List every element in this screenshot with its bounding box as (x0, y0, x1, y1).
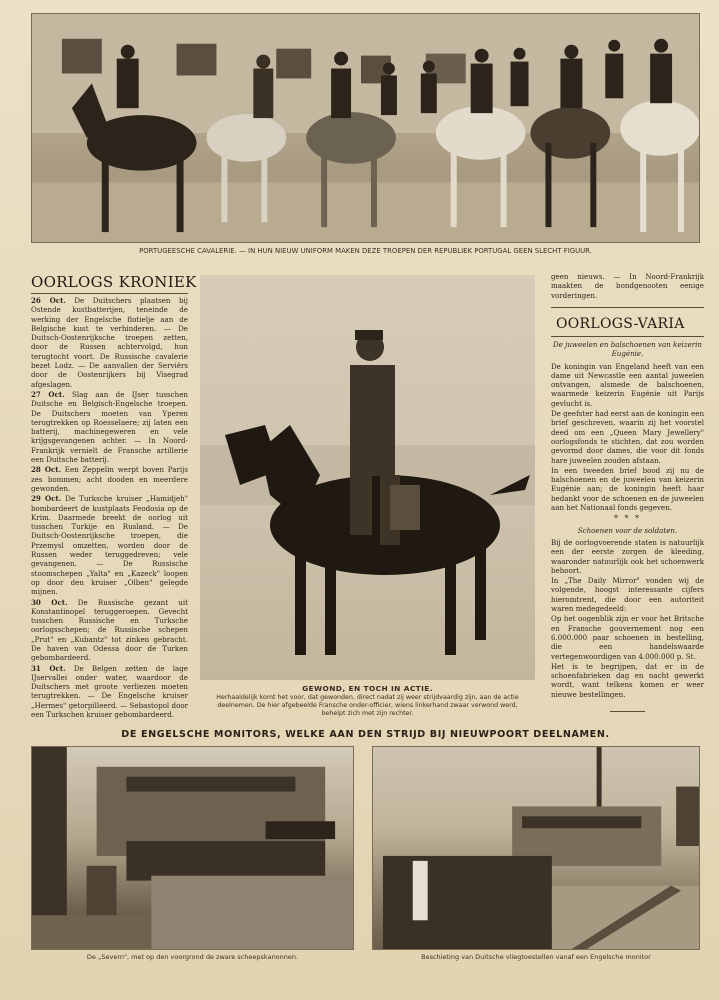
varia-paragraph: Het is te begrijpen, dat er in de schoenfabrieken dag en nacht gewerkt wordt, want telkens komen er weer nieuwe bestellingen. (551, 661, 704, 699)
monitors-banner: DE ENGELSCHE MONITORS, WELKE AAN DEN STRIJD BIJ NIEUWPOORT DEELNAMEN. (121, 729, 610, 740)
cavalry-photo (31, 13, 700, 243)
varia-rule-bottom (551, 336, 704, 337)
kroniek-entry: 27 Oct. Slag aan de IJser tusschen Duitsche en Belgisch-Engelsche troepen. De Duitschers moeten van Yperen terugtrekken op Roesselaere; zij laten een batterij, machinegeweren en vele krijgsgevangenen achter. — In Noord-Frankrijk vernielt de Fransche artillerie een Duitsche batterij. (31, 389, 188, 465)
wounded-caption-line-3: behelpt zich met zijn rechter. (321, 710, 414, 717)
monitor-firing-photo (372, 746, 700, 950)
wounded-title: GEWOND, EN TOCH IN ACTIE. (302, 684, 433, 693)
varia-column (551, 340, 704, 710)
kroniek-entry: 30 Oct. De Russische gezant uit Konstantinopel teruggeroepen. Gevecht tusschen Russische en Turksche oorlogsschepen; de Russische schepen „Prut" en „Kubantz" tot zinken gebracht. De haven van Odessa door de Turken gebombardeerd. (31, 597, 188, 663)
varia-paragraph: De geefster had eerst aan de koningin een brief geschreven, waarin zij het voorstel deed om een „Queen Mary Jewellery" oorlogsfonds te stichten, dat zou worden gevormd door dames, die voor dit fonds hare juweelen zouden afstaan. (551, 409, 704, 465)
varia-rule-top (551, 307, 704, 308)
kroniek-entry: 29 Oct. De Turksche kruiser „Hamidjeh" bombardeert de kustplaats Feodosia op de Krim. Daarmede breekt de oorlog uit tusschen Turkije en Rusland. — De Duitsch-Oostenrijksche troepen, die Przemysl omzetten, worden door de Russen weder teruggedreven; vele gevangenen. — De Russische stoomschepen „Yalta" en „Kazeck" loopen op door den kruiser „Olben" gelegde mijnen. (31, 494, 188, 597)
kroniek-entry (31, 720, 188, 721)
kroniek-continuation: geen nieuws. — In Noord-Frankrijk maakten de bondgenooten eenige vorderingen. (551, 272, 704, 300)
kroniek-entry: 31 Oct. De Belgen zetten de lage IJservallei onder water, waardoor de Duitschers met groote verliezen moeten terugtrekken. — De Engelsche kruiser „Hermes" getorpilleerd. — Sebastopol door een Turkschen kruiser gebombardeerd. (31, 663, 188, 720)
varia-paragraph: Op het oogenblik zijn er voor het Britsche en Fransche gouvernement nog een 6.000.000 paar schoenen in bestelling, die een handelswaarde vertegenwoordigen van 4.000.000 p. St. (551, 614, 704, 661)
kroniek-column (31, 296, 188, 721)
kroniek-title: OORLOGS KRONIEK (31, 273, 197, 291)
section-title: De juweelen en balschoenen van keizerin Eugénie. (553, 340, 702, 359)
cavalry-caption: PORTUGEESCHE CAVALERIE. — IN HUN NIEUW UNIFORM MAKEN DEZE TROEPEN DER REPUBLIEK PORTUGAL GEEN SLECHT FIGUUR. (139, 247, 592, 255)
kroniek-rule (31, 293, 188, 294)
kroniek-entry: 26 Oct. De Duitschers plaatsen bij Ostende kustbatterijen, teneinde de werking der Engelsche flotielje aan de Belgische kust te verhinderen. — De Duitsch-Oostenrijksche troepen zetten, door de Russen achtervolgd, hun terugtocht voort. De Russische cavalerie bezet Lodz. — De aanvallen der Serviërs door de Oostenrijkers bij Visegrad afgeslagen. (31, 296, 188, 389)
severn-caption: De „Severn", met op den voorgrond de zware scheepskanonnen. (86, 953, 299, 961)
varia-paragraph: In een tweeden brief bood zij nu de balschoenen en de juweelen van keizerin Eugénie aan; de koningin heeft haar bedankt voor de schoenen en de juweelen aan het Nationaal fonds gegeven. (551, 465, 704, 513)
wounded-caption-line-1: Herhaaldelijk komt het voor, dat gewonden, direct nadat zij weer strijdvaardig zijn, aan de actie (216, 694, 519, 701)
wounded-soldier-photo (200, 275, 535, 680)
varia-title: OORLOGS-VARIA (556, 316, 685, 332)
kroniek-entry: 28 Oct. Een Zeppelin werpt boven Parijs zes bommen; acht dooden en meerdere gewonden. (31, 465, 188, 493)
column-end-rule (610, 711, 645, 712)
section-title: Schoenen voor de soldaten. (577, 525, 678, 535)
section-separator: * * * (613, 514, 642, 524)
monitor-firing-caption: Beschieting van Duitsche vliegtoestellen vanaf een Engelsche monitor (421, 953, 651, 961)
wounded-caption-line-2: deelnemen. De hier afgebeelde Fransche onder-officier, wiens linkerhand zwaar verwond werd, (217, 702, 518, 709)
varia-paragraph: Bij de oorlogvoerende staten is natuurlijk een der eerste zorgen de kleeding, waaronder natuurlijk ook het schoenwerk behoort. (551, 537, 704, 575)
severn-photo (31, 746, 354, 950)
varia-paragraph: In „The Daily Mirror" vonden wij de volgende, hoogst interessante cijfers hieromtrent, die door een autoriteit waren medegedeeld: (551, 576, 704, 614)
varia-paragraph: De koningin van Engeland heeft van een dame uit Newcastle een aantal juweelen ontvangen, alsmede de balschoenen, waarmede keizerin Eugénie uit Parijs gevlucht is. (551, 361, 704, 408)
